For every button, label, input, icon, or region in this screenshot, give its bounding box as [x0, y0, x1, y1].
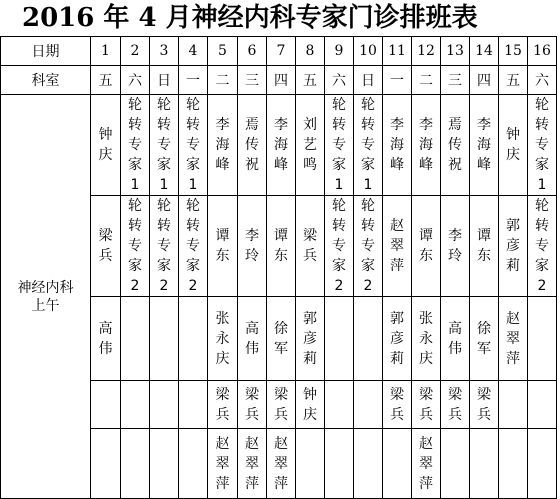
schedule-cell: [325, 381, 354, 429]
date-cell: 11: [383, 37, 412, 66]
schedule-cell: [91, 429, 121, 499]
doctor-name: 谭东: [274, 228, 288, 264]
schedule-cell: [470, 429, 499, 499]
schedule-cell: [121, 429, 150, 499]
doctor-name: 钟庆: [303, 386, 317, 423]
schedule-cell: [412, 196, 441, 297]
schedule-cell: [325, 297, 354, 381]
schedule-cell: [354, 429, 383, 499]
date-cell: 5: [208, 37, 238, 66]
schedule-cell: [208, 381, 238, 429]
schedule-cell: [383, 429, 412, 499]
department-label: 神经内科上午: [17, 279, 74, 314]
date-cell: 7: [267, 37, 296, 66]
date-cell: 15: [499, 37, 528, 66]
doctor-name: 梁兵: [274, 386, 288, 423]
weekday-cell: 四: [267, 66, 296, 95]
schedule-cell: [499, 381, 528, 429]
doctor-name: 郭彦莉: [390, 310, 404, 367]
schedule-cell: [354, 95, 383, 196]
schedule-cell: [528, 297, 557, 381]
schedule-cell: [121, 95, 150, 196]
schedule-cell: [528, 429, 557, 499]
dept-header: 科室: [1, 66, 91, 95]
doctor-name: 郭彦莉: [506, 218, 520, 274]
schedule-cell: [91, 381, 121, 429]
doctor-name: 李海峰: [215, 117, 230, 173]
doctor-name: 梁兵: [419, 386, 433, 423]
doctor-name: 李玲: [448, 228, 462, 264]
doctor-name: 梁兵: [245, 386, 259, 423]
doctor-name: 轮转专家1: [128, 97, 142, 193]
schedule-cell: [91, 196, 121, 297]
date-cell: 9: [325, 37, 354, 66]
weekday-cell: 二: [412, 66, 441, 95]
doctor-name: 谭东: [419, 228, 433, 264]
doctor-name: 赵翠萍: [506, 310, 520, 367]
date-cell: 13: [441, 37, 470, 66]
schedule-cell: [354, 196, 383, 297]
schedule-cell: [412, 95, 441, 196]
doctor-name: 轮转专家2: [128, 198, 142, 294]
doctor-name: 张永庆: [215, 310, 230, 367]
schedule-cell: [238, 429, 267, 499]
weekday-cell: 一: [383, 66, 412, 95]
schedule-cell: [383, 381, 412, 429]
doctor-name: 轮转专家2: [186, 198, 200, 294]
schedule-cell: [470, 95, 499, 196]
schedule-cell: [238, 95, 267, 196]
schedule-cell: [150, 381, 179, 429]
schedule-cell: [150, 297, 179, 381]
date-cell: 1: [91, 37, 121, 66]
schedule-cell: [150, 429, 179, 499]
doctor-name: 梁兵: [477, 386, 491, 423]
schedule-cell: [412, 297, 441, 381]
weekday-cell: 五: [296, 66, 325, 95]
doctor-name: 谭东: [215, 228, 230, 264]
schedule-cell: [325, 196, 354, 297]
schedule-cell: [179, 429, 208, 499]
table-row: [1, 95, 557, 196]
doctor-name: 轮转专家1: [186, 97, 200, 193]
schedule-cell: [150, 95, 179, 196]
date-cell: 14: [470, 37, 499, 66]
schedule-cell: [91, 297, 121, 381]
date-cell: 16: [528, 37, 557, 66]
schedule-cell: [121, 381, 150, 429]
doctor-name: 梁兵: [448, 386, 462, 423]
schedule-cell: [412, 381, 441, 429]
schedule-cell: [267, 95, 296, 196]
schedule-cell: [499, 429, 528, 499]
schedule-cell: [441, 297, 470, 381]
schedule-cell: [179, 381, 208, 429]
doctor-name: 徐军: [274, 320, 288, 357]
schedule-cell: [354, 297, 383, 381]
date-row: [1, 37, 557, 66]
doctor-name: 梁兵: [390, 386, 404, 423]
schedule-cell: [441, 95, 470, 196]
doctor-name: 李海峰: [390, 117, 404, 173]
schedule-cell: [499, 196, 528, 297]
schedule-cell: [354, 381, 383, 429]
schedule-cell: [121, 196, 150, 297]
doctor-name: 轮转专家2: [361, 198, 375, 294]
doctor-name: 钟庆: [506, 127, 520, 163]
schedule-cell: [441, 429, 470, 499]
date-cell: 10: [354, 37, 383, 66]
doctor-name: 赵翠萍: [419, 435, 433, 492]
schedule-cell: [296, 381, 325, 429]
doctor-name: 焉传祝: [245, 117, 259, 173]
doctor-name: 赵翠萍: [274, 435, 288, 492]
date-cell: 8: [296, 37, 325, 66]
date-cell: 4: [179, 37, 208, 66]
doctor-name: 轮转专家2: [535, 198, 549, 294]
schedule-cell: [208, 196, 238, 297]
doctor-name: 徐军: [477, 320, 491, 357]
weekday-cell: 三: [441, 66, 470, 95]
weekday-cell: 五: [91, 66, 121, 95]
weekday-cell: 四: [470, 66, 499, 95]
weekday-cell: 一: [179, 66, 208, 95]
schedule-cell: [383, 196, 412, 297]
schedule-cell: [499, 95, 528, 196]
doctor-name: 李玲: [245, 228, 259, 264]
schedule-cell: [179, 196, 208, 297]
date-cell: 12: [412, 37, 441, 66]
schedule-cell: [528, 381, 557, 429]
schedule-cell: [238, 297, 267, 381]
schedule-cell: [296, 196, 325, 297]
schedule-cell: [528, 95, 557, 196]
weekday-cell: 二: [208, 66, 238, 95]
schedule-cell: [325, 95, 354, 196]
weekday-cell: 日: [150, 66, 179, 95]
schedule-cell: [441, 196, 470, 297]
schedule-cell: [179, 297, 208, 381]
schedule-cell: [470, 196, 499, 297]
doctor-name: 赵翠萍: [245, 435, 259, 492]
doctor-name: 轮转专家1: [332, 97, 346, 193]
doctor-name: 梁兵: [303, 228, 317, 264]
doctor-name: 轮转专家2: [157, 198, 171, 294]
weekday-cell: 六: [121, 66, 150, 95]
doctor-name: 赵翠萍: [390, 218, 404, 274]
schedule-cell: [238, 196, 267, 297]
date-cell: 3: [150, 37, 179, 66]
weekday-cell: 六: [325, 66, 354, 95]
schedule-cell: [91, 95, 121, 196]
schedule-cell: [296, 95, 325, 196]
date-header: 日期: [1, 37, 91, 66]
page-title: 2016 年 4 月神经内科专家门诊排班表: [22, 3, 478, 33]
department-cell: [1, 95, 91, 499]
schedule-cell: [383, 297, 412, 381]
doctor-name: 李海峰: [274, 117, 288, 173]
schedule-table: [0, 36, 557, 499]
doctor-name: 轮转专家1: [157, 97, 171, 193]
schedule-cell: [267, 196, 296, 297]
schedule-cell: [238, 381, 267, 429]
schedule-cell: [121, 297, 150, 381]
weekday-cell: 日: [354, 66, 383, 95]
schedule-cell: [208, 429, 238, 499]
schedule-cell: [267, 381, 296, 429]
schedule-cell: [325, 429, 354, 499]
schedule-cell: [296, 297, 325, 381]
schedule-cell: [179, 95, 208, 196]
doctor-name: 高伟: [448, 320, 462, 357]
doctor-name: 轮转专家2: [332, 198, 346, 294]
doctor-name: 张永庆: [419, 310, 433, 367]
schedule-cell: [383, 95, 412, 196]
doctor-name: 钟庆: [98, 127, 113, 163]
schedule-cell: [470, 381, 499, 429]
schedule-cell: [267, 429, 296, 499]
schedule-cell: [412, 429, 441, 499]
schedule-cell: [528, 196, 557, 297]
doctor-name: 李海峰: [477, 117, 491, 173]
schedule-cell: [441, 381, 470, 429]
doctor-name: 高伟: [98, 320, 113, 357]
doctor-name: 刘艺鸣: [303, 117, 317, 173]
date-cell: 6: [238, 37, 267, 66]
doctor-name: 谭东: [477, 228, 491, 264]
schedule-cell: [208, 297, 238, 381]
schedule-cell: [208, 95, 238, 196]
doctor-name: 轮转专家1: [361, 97, 375, 193]
schedule-cell: [499, 297, 528, 381]
doctor-name: 高伟: [245, 320, 259, 357]
schedule-cell: [267, 297, 296, 381]
doctor-name: 赵翠萍: [215, 435, 230, 492]
doctor-name: 梁兵: [98, 228, 113, 264]
weekday-cell: 三: [238, 66, 267, 95]
doctor-name: 焉传祝: [448, 117, 462, 173]
doctor-name: 郭彦莉: [303, 310, 317, 367]
schedule-cell: [296, 429, 325, 499]
weekday-cell: 五: [499, 66, 528, 95]
doctor-name: 李海峰: [419, 117, 433, 173]
schedule-cell: [150, 196, 179, 297]
weekday-cell: 六: [528, 66, 557, 95]
date-cell: 2: [121, 37, 150, 66]
weekday-row: [1, 66, 557, 95]
schedule-cell: [470, 297, 499, 381]
doctor-name: 梁兵: [215, 386, 230, 423]
doctor-name: 轮转专家1: [535, 97, 549, 193]
